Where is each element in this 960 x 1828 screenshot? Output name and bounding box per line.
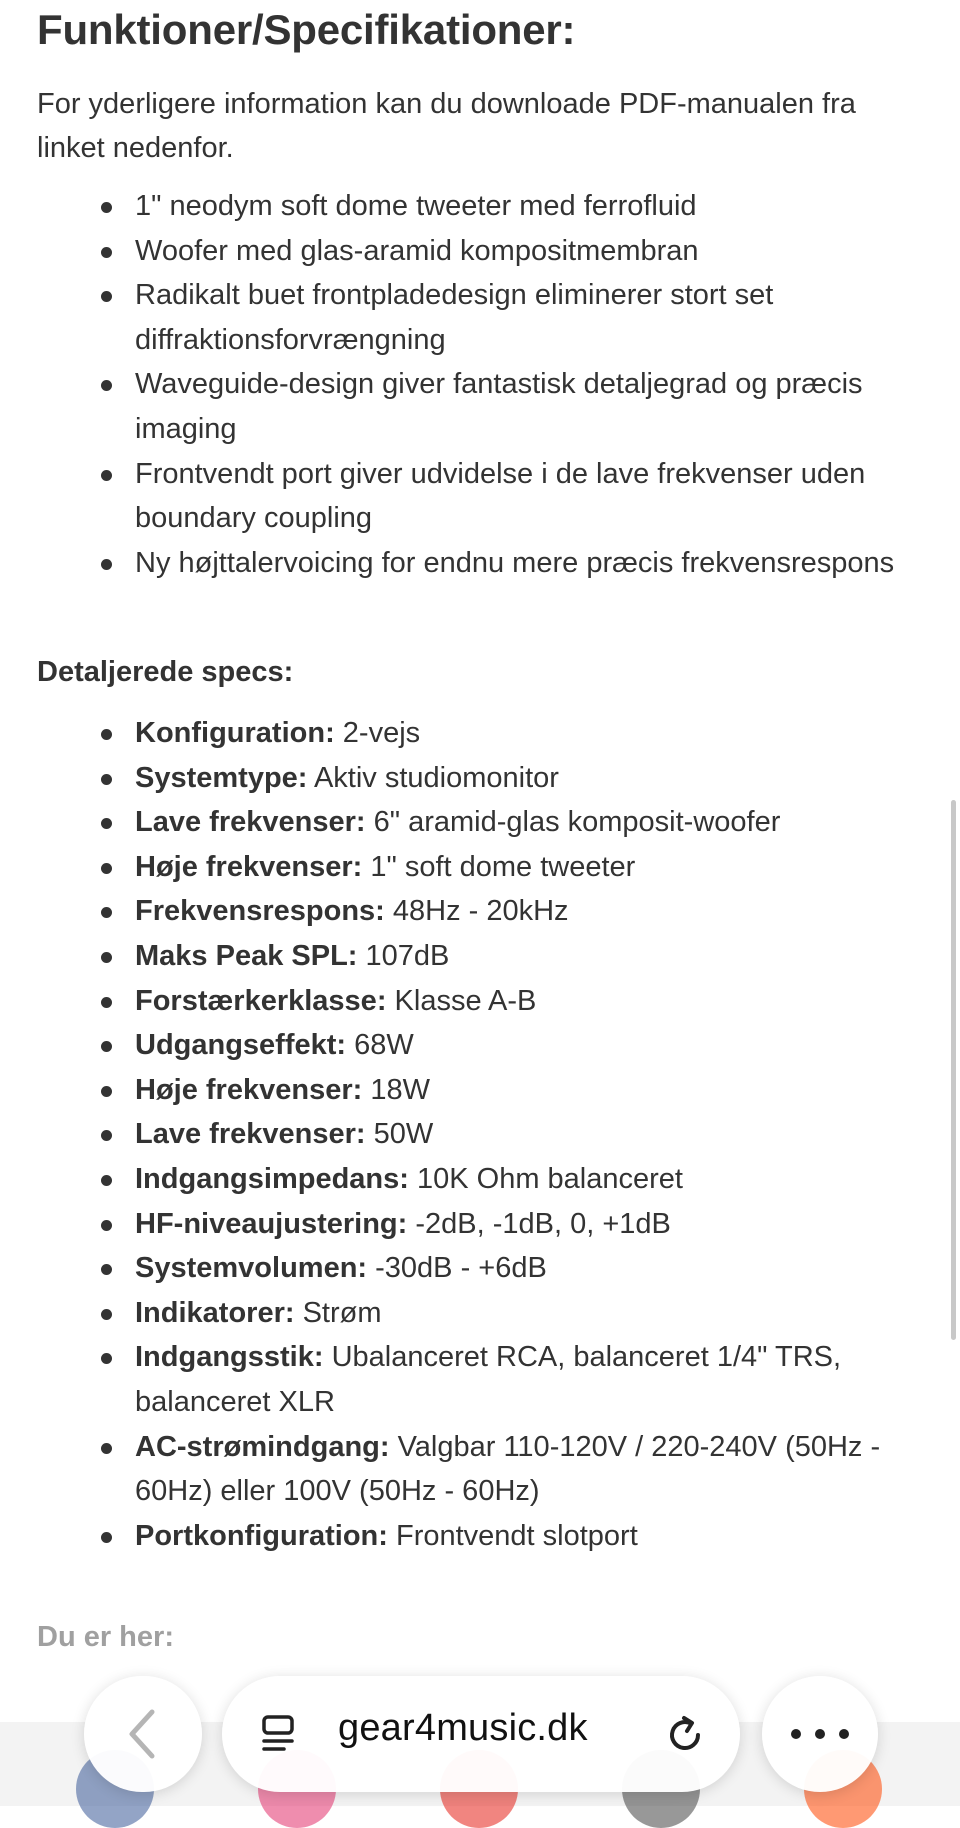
spec-label: Lave frekvenser: (135, 1118, 366, 1151)
spec-value: 10K Ohm balanceret (416, 1162, 683, 1195)
more-button[interactable] (762, 1676, 878, 1792)
spec-label: Systemtype: (135, 761, 308, 794)
list-item (37, 1112, 917, 1157)
specs-heading: Detaljerede specs: (37, 656, 294, 688)
list-item (37, 1425, 917, 1514)
spec-label: Konfiguration: (135, 717, 335, 749)
list-item: Radikalt buet frontpladedesign eliminerer stort set diffraktionsforvrængning (37, 273, 917, 362)
spec-label: Indikatorer: (135, 1296, 295, 1329)
list-item (37, 1068, 917, 1113)
list-item (37, 889, 917, 934)
list-item: Waveguide-design giver fantastisk detaljegrad og præcis imaging (37, 362, 917, 451)
spec-value: 68W (354, 1029, 414, 1062)
list-item (37, 1023, 917, 1068)
reader-mode-icon[interactable] (258, 1714, 302, 1754)
spec-label: HF-niveaujustering: (135, 1207, 408, 1240)
spec-value: Valgbar 110-120V / 220-240V (50Hz - 60Hz) eller 100V (50Hz - 60Hz) (135, 1430, 881, 1508)
list-item: Ny højttalervoicing for endnu mere præcis frekvensrespons (37, 541, 917, 586)
list-item: Frontvendt port giver udvidelse i de lave frekvenser uden boundary coupling (37, 452, 917, 541)
spec-label: Lave frekvenser: (135, 806, 366, 839)
spec-label: Indgangsstik: (135, 1341, 324, 1374)
specs-list (37, 711, 917, 1558)
spec-label: Høje frekvenser: (135, 850, 363, 883)
spec-label: Portkonfiguration: (135, 1519, 388, 1552)
intro-text: For yderligere information kan du downloade PDF-manualen fra linket nedenfor. (37, 88, 856, 164)
url-text[interactable]: gear4music.dk (338, 1707, 588, 1749)
features-list (37, 184, 917, 585)
spec-value: 6" aramid-glas komposit-woofer (373, 806, 781, 839)
list-item (37, 934, 917, 979)
list-item (37, 711, 917, 756)
list-item (37, 979, 917, 1024)
spec-value: 1" soft dome tweeter (370, 850, 636, 883)
spec-label: Frekvensrespons: (135, 895, 385, 928)
list-item: 1" neodym soft dome tweeter med ferrofluid (37, 184, 917, 229)
spec-label: Maks Peak SPL: (135, 939, 358, 972)
spec-value: 2-vejs (342, 717, 421, 749)
spec-label: Udgangseffekt: (135, 1029, 347, 1062)
more-dots-icon (762, 1676, 878, 1792)
spec-value: -30dB - +6dB (375, 1252, 547, 1285)
breadcrumb-label: Du er her: (37, 1621, 174, 1653)
spec-label: AC-strømindgang: (135, 1430, 390, 1463)
list-item (37, 1291, 917, 1336)
spec-label: Systemvolumen: (135, 1252, 368, 1285)
list-item (37, 756, 917, 801)
chevron-left-icon (84, 1676, 202, 1792)
spec-value: 48Hz - 20kHz (392, 895, 569, 928)
list-item: Woofer med glas-aramid kompositmembran (37, 229, 917, 274)
list-item (37, 1157, 917, 1202)
spec-value: Strøm (302, 1296, 382, 1329)
spec-value: 107dB (365, 939, 450, 972)
scrollbar[interactable] (951, 800, 956, 1340)
spec-label: Forstærkerklasse: (135, 984, 387, 1017)
reload-icon[interactable] (662, 1712, 708, 1758)
back-button[interactable] (84, 1676, 202, 1792)
list-item (37, 1246, 917, 1291)
list-item (37, 1335, 917, 1424)
spec-value: 50W (373, 1118, 434, 1151)
spec-value: Frontvendt slotport (395, 1519, 638, 1552)
spec-label: Høje frekvenser: (135, 1073, 363, 1106)
spec-value: Klasse A-B (394, 984, 537, 1017)
spec-value: Aktiv studiomonitor (313, 761, 559, 794)
spec-value: Ubalanceret RCA, balanceret 1/4" TRS, balanceret XLR (135, 1341, 842, 1418)
spec-value: -2dB, -1dB, 0, +1dB (415, 1207, 671, 1240)
page-title: Funktioner/Specifikationer: (37, 6, 576, 53)
list-item (37, 800, 917, 845)
list-item (37, 1514, 917, 1559)
list-item (37, 845, 917, 890)
spec-label: Indgangsimpedans: (135, 1162, 409, 1195)
address-bar[interactable] (222, 1676, 740, 1792)
list-item (37, 1202, 917, 1247)
spec-value: 18W (370, 1073, 430, 1106)
